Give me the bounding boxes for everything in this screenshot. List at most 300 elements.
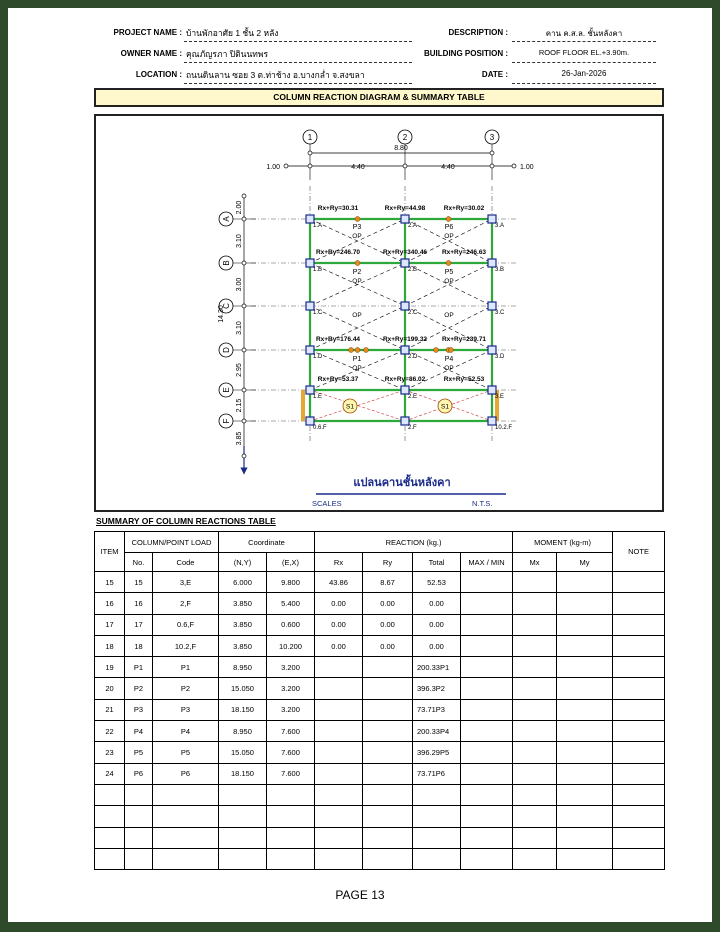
plan-svg — [96, 116, 662, 510]
cell-note — [613, 806, 665, 827]
th-ex: (E,X) — [267, 553, 315, 572]
cell-rx — [315, 742, 363, 763]
position-underline — [512, 62, 656, 63]
column-label-C1: 1.C — [313, 310, 323, 316]
th-reaction: REACTION (kg.) — [315, 532, 513, 553]
cell-total: 73.71P6 — [413, 763, 461, 784]
cell-my — [557, 657, 613, 678]
cell-my — [557, 784, 613, 805]
cell-total: 200.33P4 — [413, 721, 461, 742]
cell-ry — [363, 657, 413, 678]
cell-my — [557, 593, 613, 614]
column-label-D2: 2.D — [408, 354, 418, 360]
scales-label: SCALES — [312, 499, 342, 508]
dim-tick — [242, 304, 246, 308]
cell-ex: 0.600 — [267, 614, 315, 635]
cell-code — [153, 827, 219, 848]
cell-my — [557, 614, 613, 635]
cell-no — [125, 784, 153, 805]
cell-my — [557, 742, 613, 763]
stair-label: S1 — [346, 403, 354, 411]
dim-tick — [242, 454, 246, 458]
cell-maxmin — [461, 635, 513, 656]
beam-load-dot — [349, 348, 354, 353]
column-A1 — [306, 215, 314, 223]
cell-total — [413, 827, 461, 848]
th-ry: Ry — [363, 553, 413, 572]
column-D3 — [488, 346, 496, 354]
reaction-A2: Rx+Ry=44.98 — [384, 205, 426, 212]
cell-maxmin — [461, 806, 513, 827]
cell-maxmin — [461, 742, 513, 763]
cell-item — [95, 827, 125, 848]
column-A3 — [488, 215, 496, 223]
dim-tick — [242, 419, 246, 423]
cell-code: 3,E — [153, 572, 219, 593]
cell-my — [557, 806, 613, 827]
dim-tick — [512, 164, 516, 168]
cell-mx — [513, 827, 557, 848]
cell-item: 20 — [95, 678, 125, 699]
cell-total — [413, 806, 461, 827]
cell-rx: 0.00 — [315, 635, 363, 656]
cell-total: 396.29P5 — [413, 742, 461, 763]
dim-tick — [242, 388, 246, 392]
cell-ex: 10.200 — [267, 635, 315, 656]
location-label: LOCATION : — [135, 70, 182, 79]
description-underline — [512, 41, 656, 42]
column-reaction-diagram — [94, 114, 664, 512]
cell-ry — [363, 742, 413, 763]
stair-diag — [310, 390, 405, 421]
table-row — [95, 742, 665, 763]
cell-ny — [219, 784, 267, 805]
cell-mx — [513, 657, 557, 678]
column-label-F3: 10.2.F — [495, 425, 513, 431]
cell-maxmin — [461, 657, 513, 678]
cell-item: 22 — [95, 721, 125, 742]
description-label: DESCRIPTION : — [448, 28, 508, 37]
cell-ry: 0.00 — [363, 635, 413, 656]
cell-no — [125, 806, 153, 827]
cell-maxmin — [461, 614, 513, 635]
cell-code: 2,F — [153, 593, 219, 614]
cell-ry — [363, 827, 413, 848]
position-label: BUILDING POSITION : — [424, 49, 508, 58]
cell-ny — [219, 827, 267, 848]
cell-item: 17 — [95, 614, 125, 635]
cell-ny: 3.850 — [219, 614, 267, 635]
cell-no: P6 — [125, 763, 153, 784]
cell-mx — [513, 678, 557, 699]
th-total: Total — [413, 553, 461, 572]
location-value: ถนนดินลาน ซอย 3 ต.ท่าช้าง อ.บางกล่ำ จ.สงขลา — [186, 70, 365, 80]
cell-maxmin — [461, 699, 513, 720]
cell-maxmin — [461, 678, 513, 699]
axis-letter-E: E — [222, 387, 231, 393]
cell-my — [557, 699, 613, 720]
panel-label: P4 — [444, 356, 454, 363]
column-C3 — [488, 302, 496, 310]
cell-rx: 0.00 — [315, 593, 363, 614]
column-B2 — [401, 259, 409, 267]
cell-ry — [363, 806, 413, 827]
column-label-A3: 3.A — [495, 223, 505, 229]
cell-mx — [513, 721, 557, 742]
cell-no: P4 — [125, 721, 153, 742]
cell-no: 16 — [125, 593, 153, 614]
axis-number-3: 3 — [489, 133, 495, 142]
reaction-B3: Rx+Ry=246.63 — [441, 249, 487, 256]
cell-code — [153, 806, 219, 827]
cell-item: 21 — [95, 699, 125, 720]
panel-op-label: OP — [352, 365, 362, 372]
cell-note — [613, 593, 665, 614]
cell-ex — [267, 848, 315, 869]
cell-ry — [363, 678, 413, 699]
cell-rx — [315, 806, 363, 827]
cell-total: 52.53 — [413, 572, 461, 593]
table-row — [95, 572, 665, 593]
beam-load-dot — [446, 261, 451, 266]
cell-rx — [315, 721, 363, 742]
cell-ry — [363, 848, 413, 869]
cell-mx — [513, 699, 557, 720]
panel-op-label: OP — [444, 278, 454, 285]
cell-my — [557, 763, 613, 784]
dim-y-6: 3.85 — [236, 431, 243, 446]
reaction-B2: Rx+Ry=340.46 — [382, 249, 428, 256]
stair-label: S1 — [441, 403, 449, 411]
cell-code: P1 — [153, 657, 219, 678]
column-F1 — [306, 417, 314, 425]
cell-rx — [315, 848, 363, 869]
cell-note — [613, 635, 665, 656]
page-number: PAGE 13 — [335, 888, 385, 902]
column-D1 — [306, 346, 314, 354]
cell-total: 0.00 — [413, 635, 461, 656]
column-F3 — [488, 417, 496, 425]
cell-mx — [513, 635, 557, 656]
th-no: No. — [125, 553, 153, 572]
panel-op-label: OP — [352, 278, 362, 285]
position-value: ROOF FLOOR EL.+3.90m. — [538, 48, 630, 57]
nts-label: N.T.S. — [472, 499, 493, 508]
column-F2 — [401, 417, 409, 425]
column-B1 — [306, 259, 314, 267]
panel-op-label: OP — [352, 233, 362, 240]
cell-ry — [363, 699, 413, 720]
project-underline — [184, 41, 412, 42]
owner-label: OWNER NAME : — [120, 49, 182, 58]
dim-x-2: 4.40 — [441, 164, 455, 171]
cell-my — [557, 572, 613, 593]
cell-item: 24 — [95, 763, 125, 784]
cell-ny — [219, 848, 267, 869]
summary-table — [94, 531, 665, 870]
beam-load-dot — [355, 348, 360, 353]
column-label-C3: 3.C — [495, 310, 505, 316]
panel-op-label: OP — [444, 365, 454, 372]
cell-note — [613, 614, 665, 635]
dim-tick — [403, 164, 407, 168]
cell-rx: 0.00 — [315, 614, 363, 635]
cell-rx — [315, 763, 363, 784]
th-column-point-load: COLUMN/POINT LOAD — [125, 532, 219, 553]
date-value: 26-Jan-2026 — [561, 69, 607, 78]
cell-ex: 3.200 — [267, 678, 315, 699]
dim-tick — [490, 164, 494, 168]
table-row — [95, 635, 665, 656]
description-value: คาน ค.ส.ล. ชั้นหลังคา — [545, 29, 623, 38]
cell-my — [557, 678, 613, 699]
cell-ex: 7.600 — [267, 742, 315, 763]
cell-ry — [363, 721, 413, 742]
cell-no: P2 — [125, 678, 153, 699]
reaction-E1: Rx+Ry=53.37 — [317, 376, 359, 383]
stair-support-left — [301, 390, 305, 421]
beam-load-dot — [446, 217, 451, 222]
summary-title: SUMMARY OF COLUMN REACTIONS TABLE — [96, 516, 276, 526]
table-row — [95, 763, 665, 784]
dim-tick — [242, 261, 246, 265]
stair-zone — [310, 390, 492, 421]
dim-tick — [242, 194, 246, 198]
cell-item: 23 — [95, 742, 125, 763]
column-E1 — [306, 386, 314, 394]
cell-total — [413, 784, 461, 805]
cell-code: P2 — [153, 678, 219, 699]
dim-tick — [242, 348, 246, 352]
stair-diag — [310, 390, 405, 421]
cell-mx — [513, 806, 557, 827]
cell-ny: 6.000 — [219, 572, 267, 593]
th-my: My — [557, 553, 613, 572]
beam-load-dot — [449, 348, 454, 353]
cell-code: P3 — [153, 699, 219, 720]
reaction-D1: Rx+Ry=176.44 — [315, 336, 361, 343]
column-C2 — [401, 302, 409, 310]
cell-maxmin — [461, 593, 513, 614]
column-A2 — [401, 215, 409, 223]
th-ny: (N,Y) — [219, 553, 267, 572]
column-label-F1: 0.6.F — [313, 425, 327, 431]
cell-item — [95, 784, 125, 805]
column-label-E3: 3.E — [495, 394, 505, 400]
plan-caption: แปลนคานชั้นหลังคา — [353, 477, 451, 489]
cell-code: P5 — [153, 742, 219, 763]
cell-ex: 7.600 — [267, 763, 315, 784]
cell-note — [613, 572, 665, 593]
cell-ny — [219, 806, 267, 827]
owner-value: คุณภัญรภา ปิตินนทพร — [186, 49, 269, 59]
dim-tick — [490, 151, 494, 155]
beam-load-dot — [364, 348, 369, 353]
cell-note — [613, 742, 665, 763]
column-label-E1: 1.E — [313, 394, 323, 400]
axis-letter-B: B — [222, 260, 231, 266]
report-page — [8, 8, 712, 922]
cell-mx — [513, 742, 557, 763]
panel-label: P2 — [352, 269, 362, 276]
beam-load-dot — [434, 348, 439, 353]
panel-op-label: OP — [444, 233, 454, 240]
reaction-D2: Rx+Ry=199.32 — [382, 336, 428, 343]
panel-op-label: OP — [352, 312, 362, 319]
axis-letter-C: C — [222, 303, 231, 309]
cell-ry: 8.67 — [363, 572, 413, 593]
cell-no: 18 — [125, 635, 153, 656]
cell-maxmin — [461, 572, 513, 593]
cell-code — [153, 784, 219, 805]
reaction-A3: Rx+Ry=30.02 — [443, 205, 485, 212]
cell-ny: 8.950 — [219, 657, 267, 678]
cell-ny: 8.950 — [219, 721, 267, 742]
column-label-D3: 3.D — [495, 354, 505, 360]
dim-y-4: 2.95 — [236, 363, 243, 377]
cell-code: 0.6,F — [153, 614, 219, 635]
cell-ny: 3.850 — [219, 593, 267, 614]
cell-ex: 7.600 — [267, 721, 315, 742]
cell-rx — [315, 678, 363, 699]
table-row — [95, 678, 665, 699]
table-row — [95, 657, 665, 678]
cell-note — [613, 699, 665, 720]
cell-ex: 3.200 — [267, 699, 315, 720]
cell-total: 396.3P2 — [413, 678, 461, 699]
th-item: ITEM — [95, 532, 125, 572]
table-row — [95, 848, 665, 869]
project-value: บ้านพักอาศัย 1 ชั้น 2 หลัง — [186, 28, 279, 38]
table-row — [95, 593, 665, 614]
cell-ex — [267, 827, 315, 848]
panel-label: P1 — [352, 356, 362, 363]
cell-ny: 15.050 — [219, 678, 267, 699]
column-E3 — [488, 386, 496, 394]
axis-number-2: 2 — [402, 133, 408, 142]
cell-total — [413, 848, 461, 869]
dim-tick — [308, 164, 312, 168]
cell-ex: 3.200 — [267, 657, 315, 678]
cell-my — [557, 848, 613, 869]
column-label-F2: 2.F — [408, 425, 417, 431]
cell-rx — [315, 827, 363, 848]
cell-maxmin — [461, 721, 513, 742]
cell-maxmin — [461, 827, 513, 848]
dim-total-width: 8.80 — [394, 145, 408, 152]
column-label-A1: 1.A — [313, 223, 323, 229]
table-row — [95, 784, 665, 805]
cell-ny: 18.150 — [219, 699, 267, 720]
cell-no: P3 — [125, 699, 153, 720]
cell-ny: 3.850 — [219, 635, 267, 656]
reaction-D3: Rx+Ry=239.71 — [441, 336, 487, 343]
cell-total: 0.00 — [413, 614, 461, 635]
dim-tick — [284, 164, 288, 168]
cell-mx — [513, 784, 557, 805]
cell-code — [153, 848, 219, 869]
column-label-A2: 2.A — [408, 223, 418, 229]
cell-total: 0.00 — [413, 593, 461, 614]
th-code: Code — [153, 553, 219, 572]
cell-total: 73.71P3 — [413, 699, 461, 720]
cell-ry — [363, 763, 413, 784]
axis-letter-D: D — [222, 347, 231, 353]
cell-mx — [513, 848, 557, 869]
cell-ex: 5.400 — [267, 593, 315, 614]
cell-note — [613, 678, 665, 699]
cell-ry: 0.00 — [363, 614, 413, 635]
owner-underline — [184, 62, 412, 63]
table-row — [95, 721, 665, 742]
reaction-A1: Rx+Ry=30.31 — [317, 205, 359, 212]
cell-rx — [315, 657, 363, 678]
column-label-B1: 1.B — [313, 267, 323, 273]
cell-mx — [513, 614, 557, 635]
th-coordinate: Coordinate — [219, 532, 315, 553]
cell-note — [613, 848, 665, 869]
cell-ry: 0.00 — [363, 593, 413, 614]
cell-no: P5 — [125, 742, 153, 763]
cell-item — [95, 806, 125, 827]
dim-tick — [242, 217, 246, 221]
cell-total: 200.33P1 — [413, 657, 461, 678]
cell-item: 15 — [95, 572, 125, 593]
cell-code: 10.2,F — [153, 635, 219, 656]
cell-no: 17 — [125, 614, 153, 635]
cell-item: 18 — [95, 635, 125, 656]
cell-mx — [513, 572, 557, 593]
cell-ry — [363, 784, 413, 805]
panel-label: P3 — [352, 224, 362, 231]
cell-ny: 15.050 — [219, 742, 267, 763]
cell-item: 19 — [95, 657, 125, 678]
cell-mx — [513, 763, 557, 784]
table-row — [95, 827, 665, 848]
cell-my — [557, 721, 613, 742]
date-underline — [512, 83, 656, 84]
cell-mx — [513, 593, 557, 614]
dim-y-5: 2.15 — [236, 398, 243, 413]
cell-rx — [315, 784, 363, 805]
location-underline — [184, 83, 412, 84]
table-row — [95, 699, 665, 720]
column-D2 — [401, 346, 409, 354]
cell-ex: 9.800 — [267, 572, 315, 593]
cell-maxmin — [461, 763, 513, 784]
cell-note — [613, 657, 665, 678]
column-label-D1: 1.D — [313, 354, 323, 360]
dim-x-3: 1.00 — [520, 164, 534, 171]
dim-y-3: 3.10 — [236, 321, 243, 335]
dim-y-1: 3.10 — [236, 234, 243, 248]
cell-ny: 18.150 — [219, 763, 267, 784]
diagram-title-bar: COLUMN REACTION DIAGRAM & SUMMARY TABLE — [94, 88, 664, 107]
column-label-C2: 2.C — [408, 310, 418, 316]
cell-note — [613, 827, 665, 848]
cell-no: P1 — [125, 657, 153, 678]
cell-note — [613, 784, 665, 805]
cell-note — [613, 721, 665, 742]
th-mx: Mx — [513, 553, 557, 572]
cell-rx: 43.86 — [315, 572, 363, 593]
column-B3 — [488, 259, 496, 267]
table-row — [95, 806, 665, 827]
cell-item: 16 — [95, 593, 125, 614]
dim-y-2: 3.00 — [236, 277, 243, 292]
cell-rx — [315, 699, 363, 720]
beam-load-dot — [355, 261, 360, 266]
